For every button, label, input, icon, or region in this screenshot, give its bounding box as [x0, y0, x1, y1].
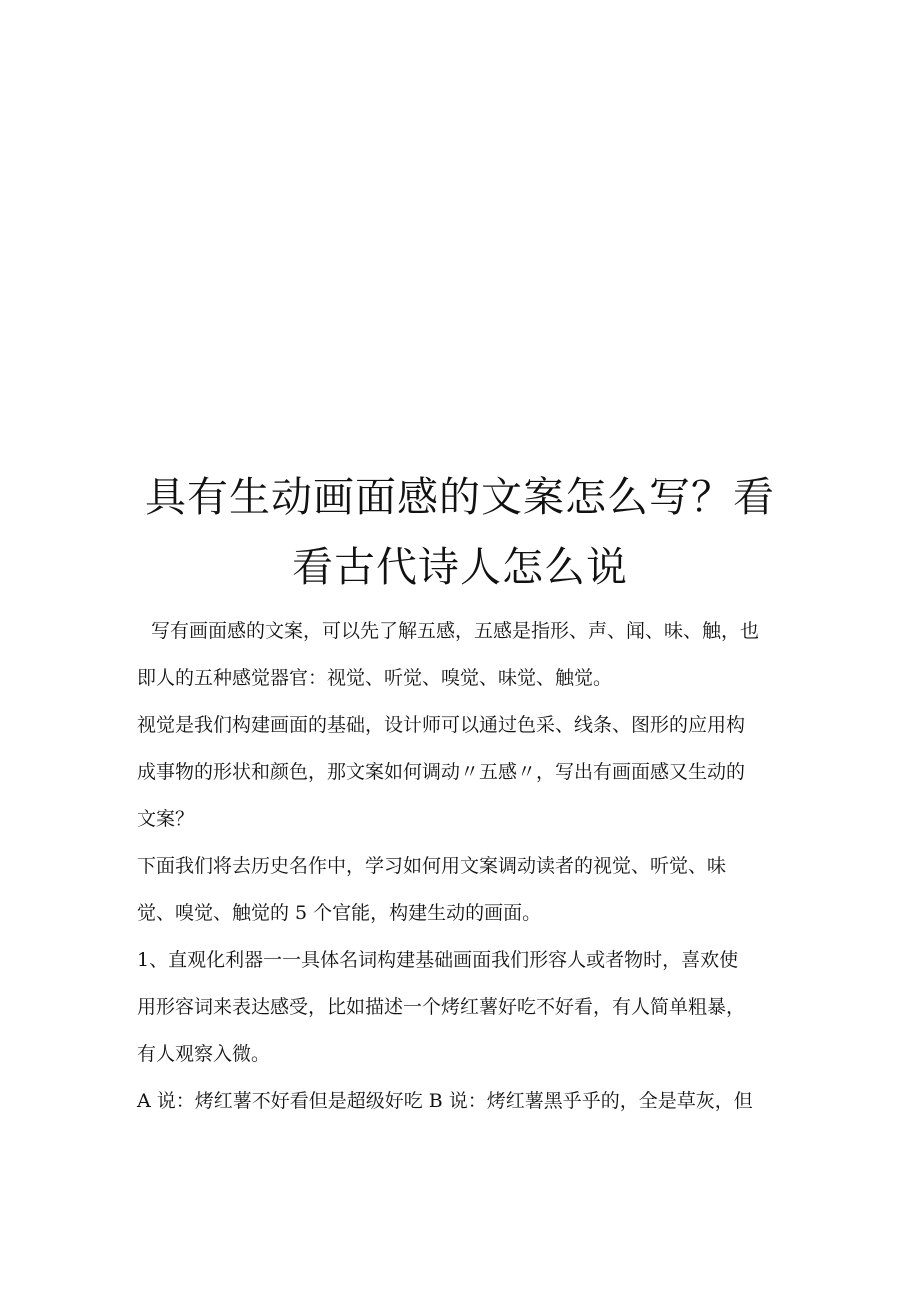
body-line: 觉、嗅觉、触觉的 5 个官能，构建生动的画面。	[137, 902, 542, 924]
body-line: 下面我们将去历史名作中，学习如何用文案调动读者的视觉、听觉、味	[137, 855, 727, 877]
document-title	[130, 462, 790, 602]
body-line: 视觉是我们构建画面的基础，设计师可以通过色采、线条、图形的应用构	[137, 714, 746, 736]
body-line: 用形容词来表达感受，比如描述一个烤红薯好吃不好看，有人简单粗暴，	[137, 996, 746, 1018]
body-line: 即人的五种感觉器官：视觉、听觉、嗅觉、味觉、触觉。	[137, 667, 613, 689]
title-line-1: 具有生动画面感的文案怎么写？看	[145, 473, 775, 521]
body-line: A 说：烤红薯不好看但是超级好吃 B 说：烤红薯黑乎乎的，全是草灰，但	[137, 1090, 753, 1112]
body-line: 写有画面感的文案，可以先了解五感，五感是指形、声、闻、味、触，也	[151, 620, 760, 642]
title-line-2: 看古代诗人怎么说	[292, 543, 628, 591]
document-body	[137, 608, 797, 1125]
body-line: 1、直观化利器一一具体名词构建基础画面我们形容人或者物时，喜欢使	[137, 949, 739, 971]
body-line: 有人观察入微。	[137, 1043, 271, 1065]
body-line: 文案？	[137, 808, 195, 830]
body-line: 成事物的形状和颜色，那文案如何调动〃五感〃，写出有画面感又生动的	[137, 761, 746, 783]
